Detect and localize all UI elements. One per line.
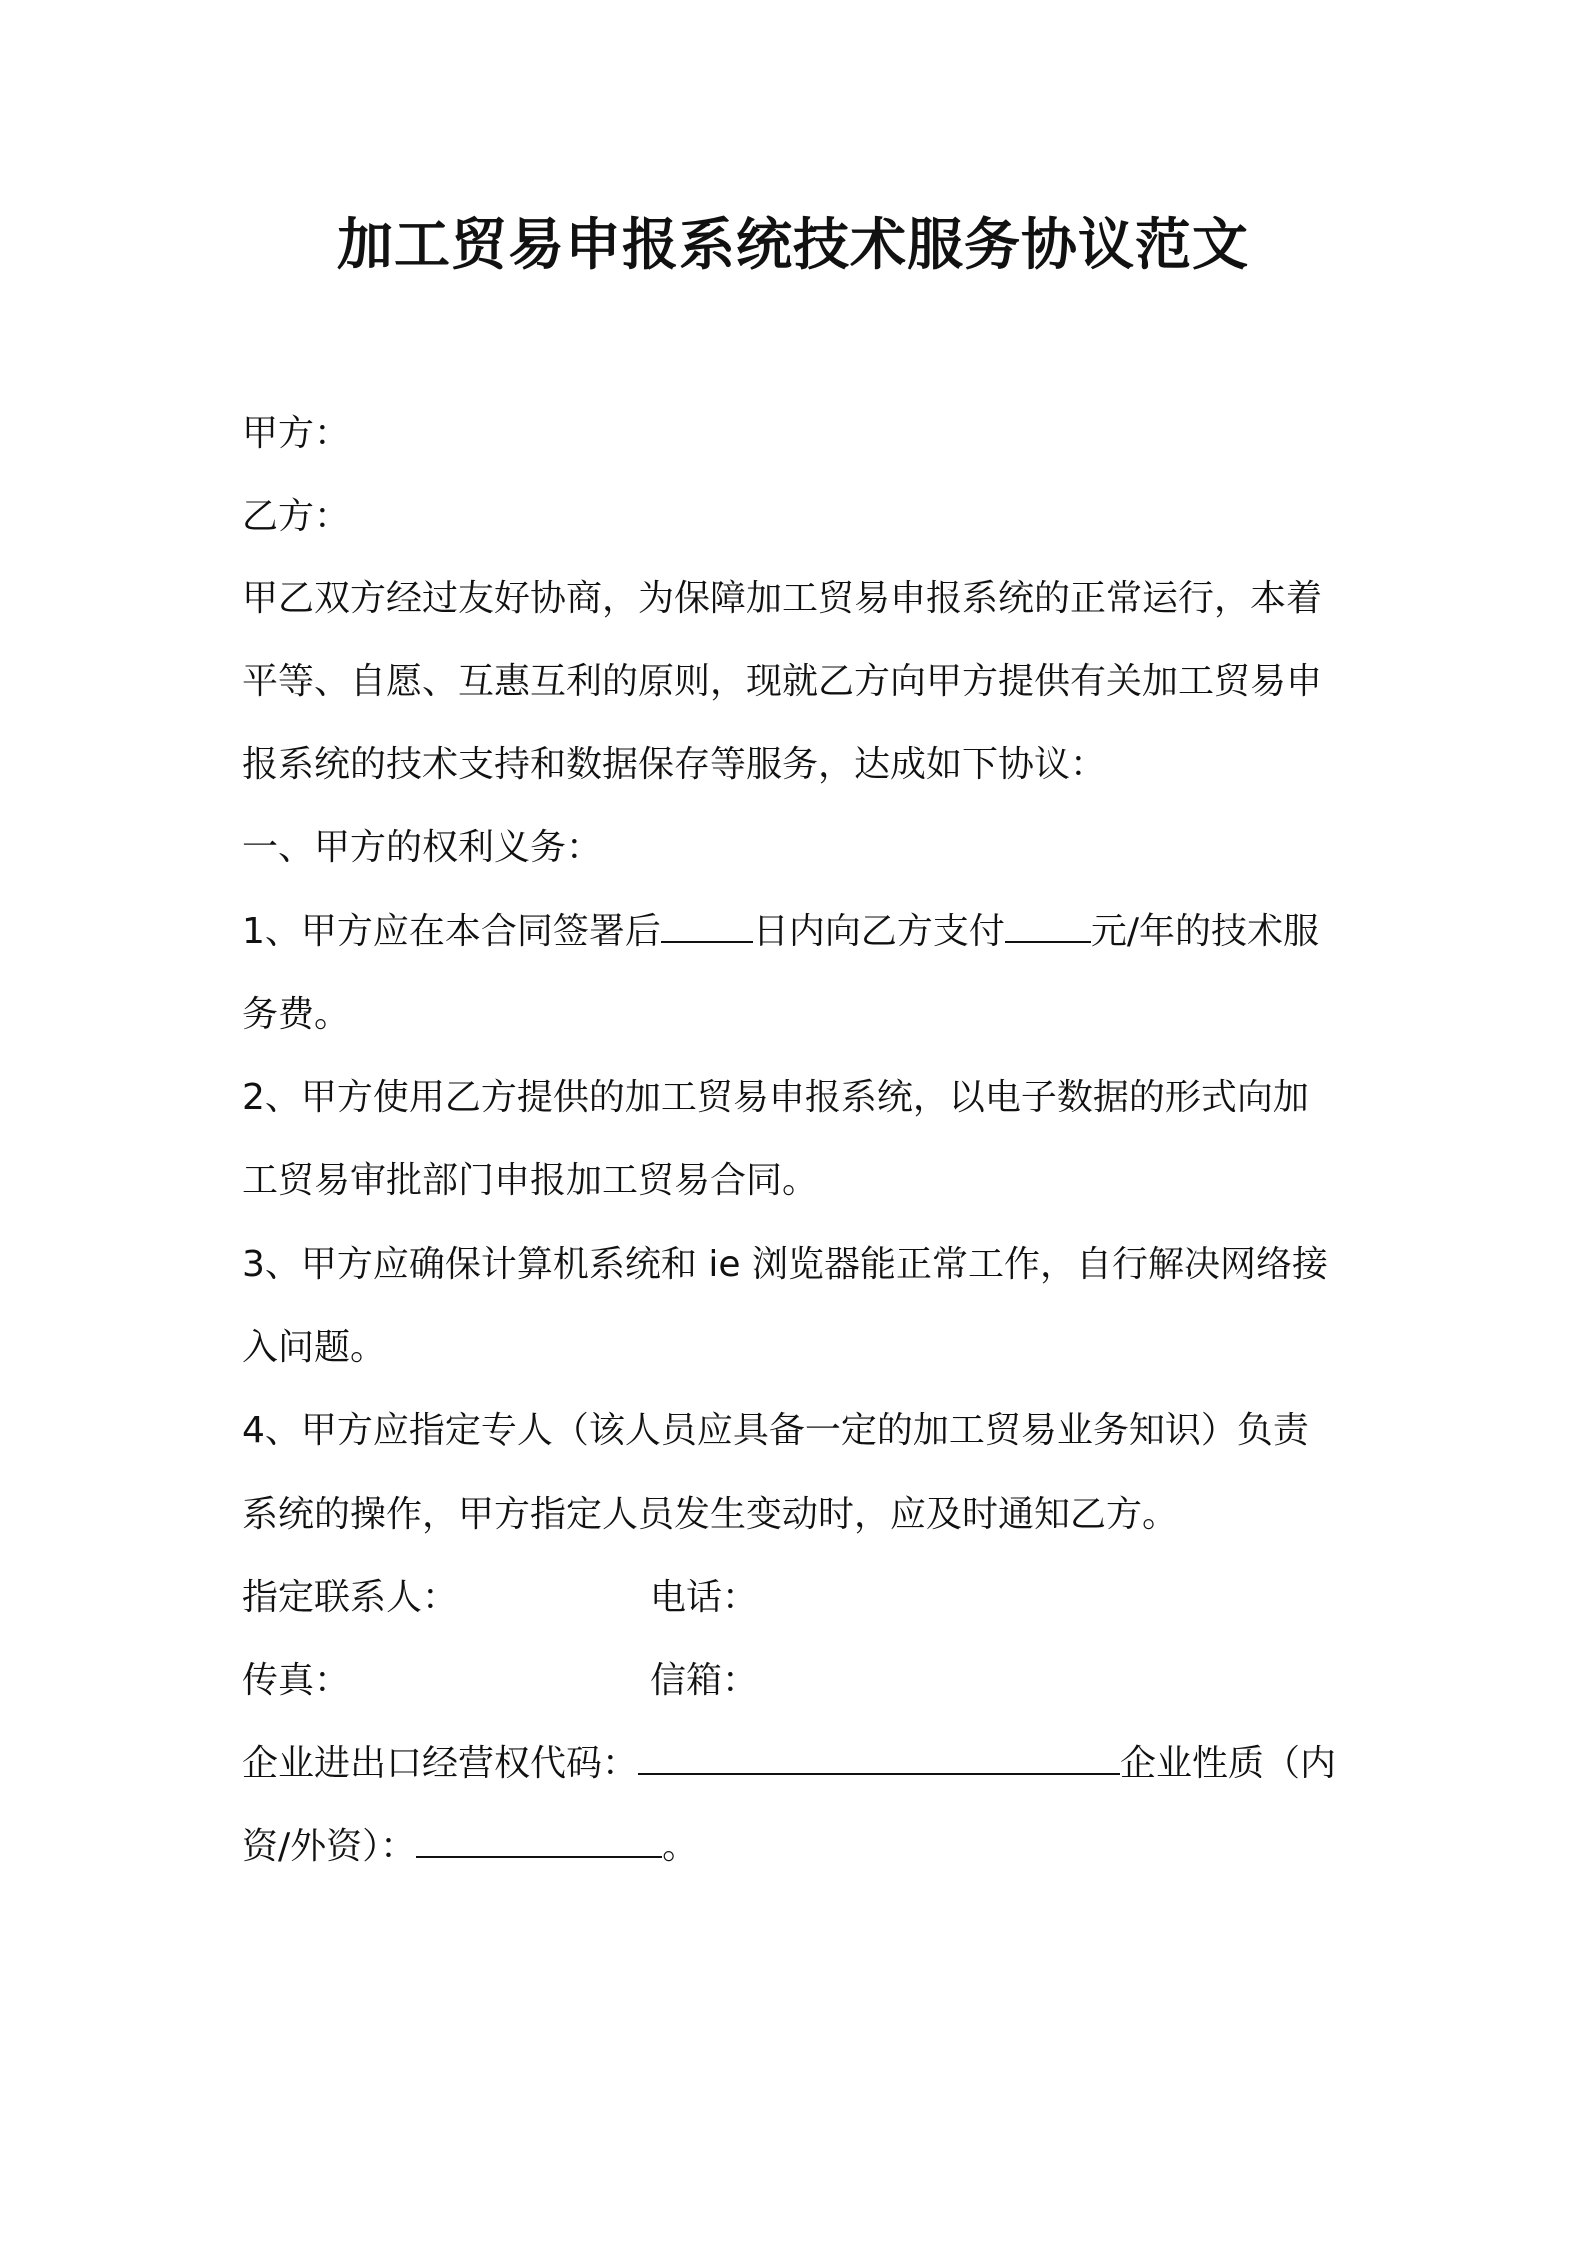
contact-person-label: 指定联系人：: [242, 1577, 459, 1618]
clause-2-line-2: 工贸易审批部门申报加工贸易合同。: [242, 1160, 819, 1201]
enterprise-nature-label-cont: 资/外资）：: [242, 1826, 417, 1867]
clause-4-line-1: 4、甲方应指定专人（该人员应具备一定的加工贸易业务知识）负责: [242, 1410, 1309, 1451]
enterprise-nature-blank[interactable]: [416, 1818, 662, 1858]
clause-4-line-2: 系统的操作，甲方指定人员发生变动时，应及时通知乙方。: [242, 1494, 1179, 1535]
clause-3-line-2: 入问题。: [242, 1327, 387, 1368]
clause-1-line-2: 务费。: [242, 994, 351, 1035]
enterprise-line-1: [242, 1734, 1352, 1794]
days-blank[interactable]: [661, 903, 753, 943]
end-period: 。: [662, 1826, 699, 1867]
clause-2-line-1: 2、甲方使用乙方提供的加工贸易申报系统，以电子数据的形式向加: [242, 1077, 1309, 1118]
party-a-line: 甲方：: [242, 413, 351, 454]
intro-line-2: 平等、自愿、互惠互利的原则，现就乙方向甲方提供有关加工贸易申: [242, 661, 1323, 702]
party-b-line: 乙方：: [242, 496, 351, 537]
intro-line-1: 甲乙双方经过友好协商，为保障加工贸易申报系统的正常运行，本着: [242, 578, 1323, 619]
clause-1-text-c: 元/年的技术服: [1090, 911, 1320, 952]
clause-1-text-a: 1、甲方应在本合同签署后: [242, 911, 661, 952]
clause-1-text-b: 日内向乙方支付: [752, 911, 1005, 952]
clause-1-line-1: [242, 902, 1352, 962]
fax-label: 传真：: [242, 1660, 351, 1701]
enterprise-code-blank[interactable]: [638, 1735, 1120, 1775]
clause-3-line-1: 3、甲方应确保计算机系统和 ie 浏览器能正常工作，自行解决网络接: [242, 1244, 1328, 1285]
fee-blank[interactable]: [1005, 903, 1091, 943]
enterprise-line-2: [242, 1817, 1352, 1877]
document-title: 加工贸易申报系统技术服务协议范文: [337, 213, 1249, 278]
enterprise-code-label: 企业进出口经营权代码：: [242, 1743, 639, 1784]
phone-label: 电话：: [650, 1577, 759, 1618]
section-1-heading: 一、甲方的权利义务：: [242, 827, 603, 868]
email-label: 信箱：: [650, 1660, 759, 1701]
enterprise-nature-label: 企业性质（内: [1120, 1743, 1337, 1784]
intro-line-3: 报系统的技术支持和数据保存等服务，达成如下协议：: [242, 744, 1107, 785]
